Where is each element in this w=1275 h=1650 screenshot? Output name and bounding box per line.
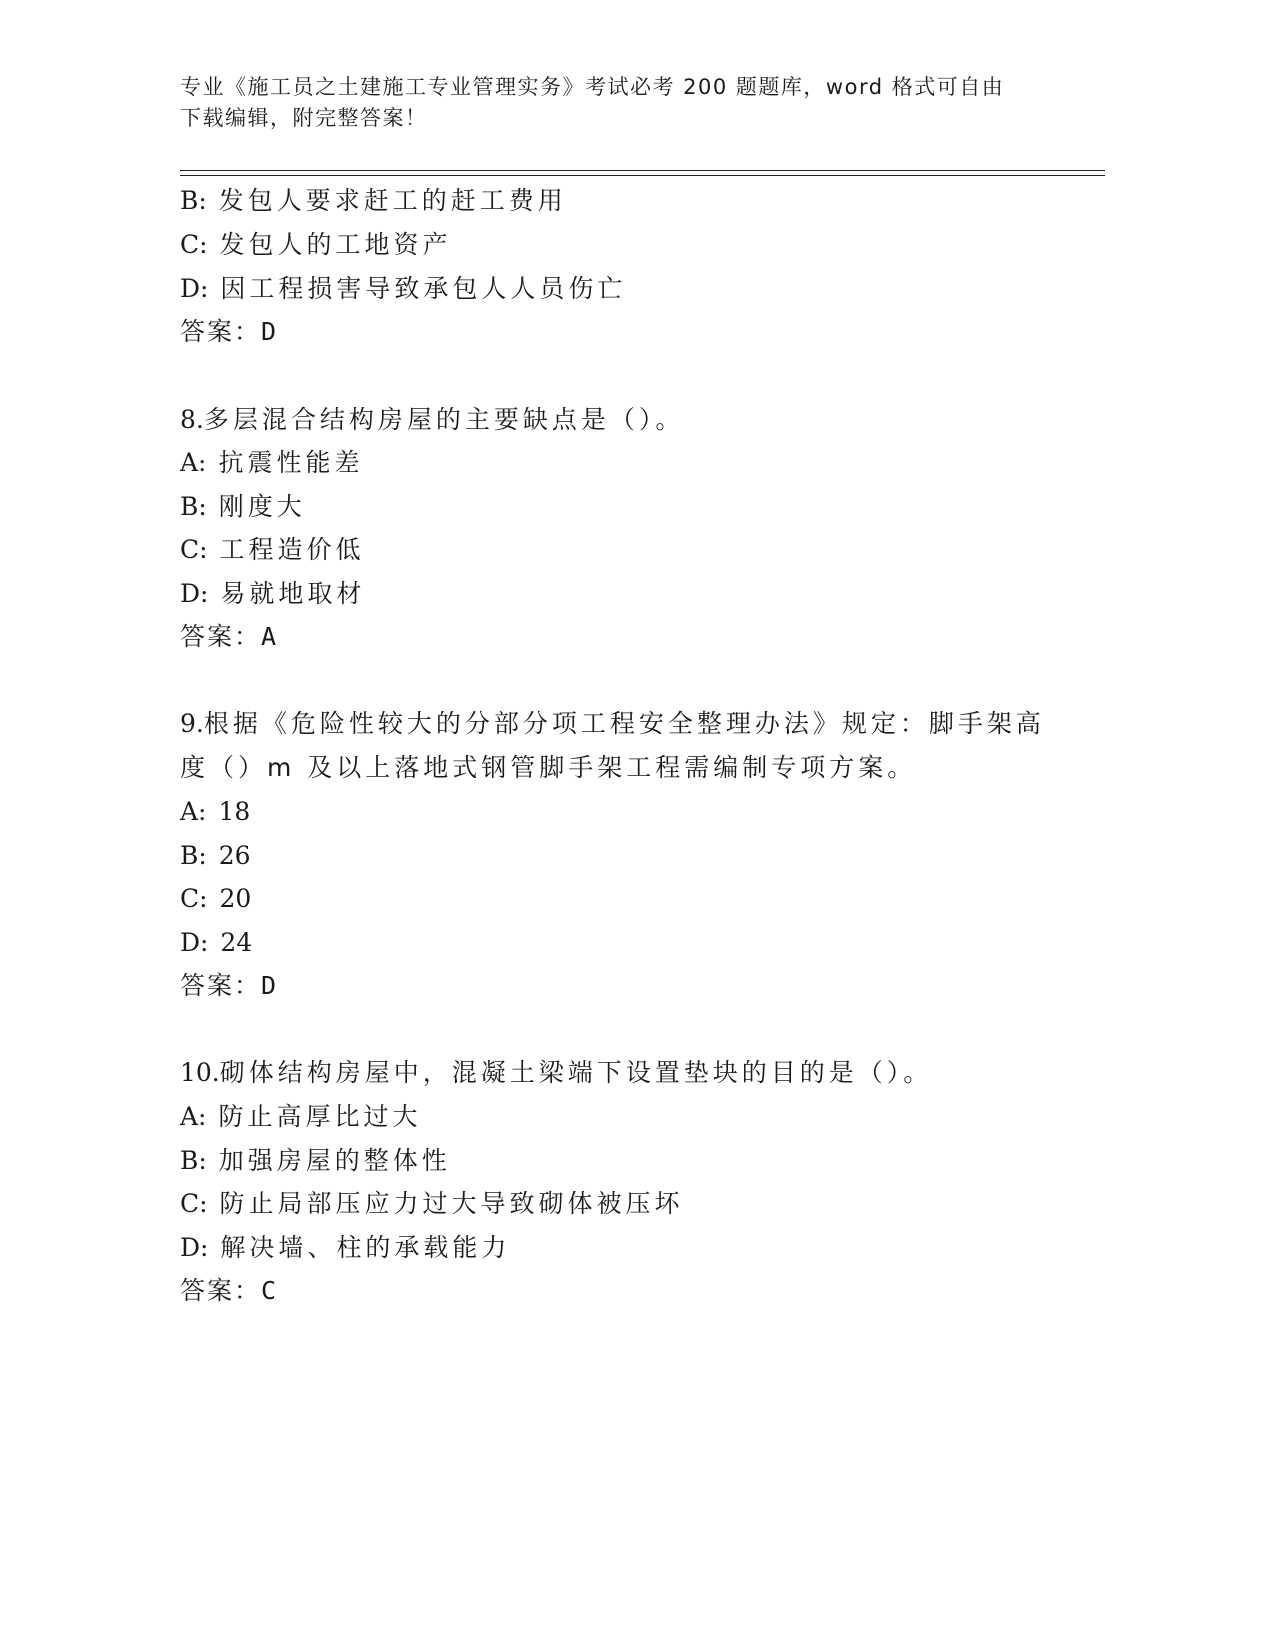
question-number: 10.	[180, 1058, 220, 1087]
option-text: 因工程损害导致承包人人员伤亡	[220, 274, 627, 303]
option-letter: A:	[180, 448, 207, 477]
option-letter: B:	[180, 492, 207, 521]
answer-label: 答案：	[180, 971, 262, 1000]
q10-stem	[180, 1058, 932, 1088]
option-letter: D:	[180, 928, 209, 957]
q10-answer	[180, 1276, 278, 1306]
header-line-1: 专业《施工员之土建施工专业管理实务》考试必考 200 题题库，word 格式可自由	[180, 75, 1005, 99]
q7-option-d	[180, 274, 626, 304]
q8-option-d	[180, 579, 365, 609]
option-text: 发包人的工地资产	[219, 230, 452, 259]
option-text: 24	[220, 928, 253, 957]
option-text: 抗震性能差	[218, 448, 364, 477]
option-letter: D:	[180, 1233, 209, 1262]
option-text: 20	[219, 884, 252, 913]
answer-value: D	[261, 971, 279, 1000]
option-text: 解决墙、柱的承载能力	[220, 1233, 511, 1262]
header-divider-top	[180, 170, 1105, 171]
answer-label: 答案：	[180, 622, 262, 651]
option-letter: D:	[180, 579, 209, 608]
q7-option-c	[180, 230, 452, 260]
option-text: 易就地取材	[220, 579, 366, 608]
q10-option-b	[180, 1146, 451, 1176]
question-stem-continued: 度（）m 及以上落地式钢管脚手架工程需编制专项方案。	[180, 753, 917, 782]
option-letter: D:	[180, 274, 209, 303]
q7-option-b	[180, 186, 567, 216]
option-letter: B:	[180, 841, 207, 870]
q8-stem	[180, 405, 684, 435]
q7-answer	[180, 317, 278, 347]
option-letter: C:	[180, 535, 208, 564]
option-letter: B:	[180, 186, 207, 215]
q10-option-a	[180, 1102, 421, 1132]
q9-option-b	[180, 841, 251, 871]
option-letter: C:	[180, 230, 208, 259]
answer-value: A	[261, 622, 279, 651]
option-letter: C:	[180, 884, 208, 913]
header-line-2: 下载编辑，附完整答案！	[180, 106, 428, 130]
option-text: 刚度大	[218, 492, 306, 521]
answer-value: C	[261, 1276, 279, 1305]
q9-stem-line-2	[180, 753, 916, 783]
option-letter: A:	[180, 1102, 207, 1131]
option-text: 工程造价低	[219, 535, 365, 564]
answer-label: 答案：	[180, 1276, 262, 1305]
header-divider-bottom	[180, 175, 1105, 176]
answer-value: D	[261, 317, 279, 346]
q8-option-b	[180, 492, 306, 522]
option-text: 加强房屋的整体性	[218, 1146, 451, 1175]
document-header	[180, 72, 1060, 134]
option-text: 26	[218, 841, 251, 870]
q9-option-c	[180, 884, 251, 914]
option-text: 发包人要求赶工的赶工费用	[218, 186, 567, 215]
option-letter: C:	[180, 1189, 208, 1218]
q8-answer	[180, 622, 278, 652]
option-text: 18	[218, 797, 251, 826]
q9-option-d	[180, 928, 252, 958]
answer-label: 答案：	[180, 317, 262, 346]
q9-answer	[180, 971, 278, 1001]
q8-option-a	[180, 448, 363, 478]
question-stem: 多层混合结构房屋的主要缺点是（）。	[203, 405, 685, 434]
option-text: 防止局部压应力过大导致砌体被压坏	[219, 1189, 684, 1218]
option-letter: B:	[180, 1146, 207, 1175]
q8-option-c	[180, 535, 365, 565]
q9-stem-line-1	[180, 709, 1045, 739]
q9-option-a	[180, 797, 250, 827]
q10-option-c	[180, 1189, 684, 1219]
q10-option-d	[180, 1233, 510, 1263]
option-letter: A:	[180, 797, 207, 826]
question-stem: 根据《危险性较大的分部分项工程安全整理办法》规定：脚手架高	[203, 709, 1045, 738]
question-number: 8.	[180, 405, 204, 434]
question-stem: 砌体结构房屋中，混凝土梁端下设置垫块的目的是（）。	[219, 1058, 933, 1087]
question-number: 9.	[180, 709, 204, 738]
option-text: 防止高厚比过大	[218, 1102, 422, 1131]
